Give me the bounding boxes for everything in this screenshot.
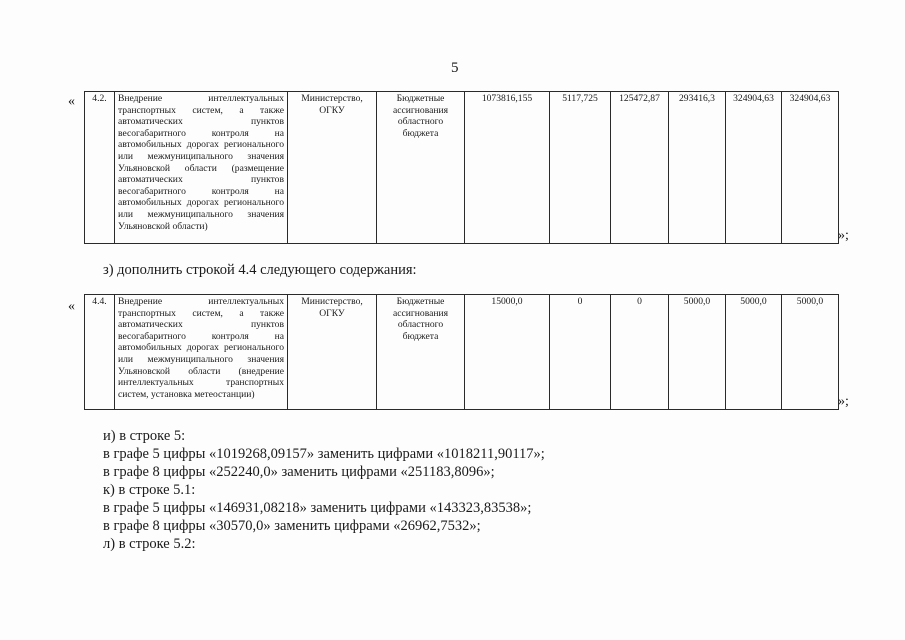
value-total: 15000,0: [465, 295, 550, 410]
row-number: 4.2.: [85, 92, 115, 244]
value-total: 1073816,155: [465, 92, 550, 244]
page-number: 5: [451, 60, 459, 76]
measure-name: Внедрение интеллектуальных транспортных систем, а также автоматических пунктов весогабаритного контроля на автомобильных дорогах регионального или межмуниципального значения Ульяновской области (размещение автоматических пунктов весогабаритного контроля на автомобильных дорогах регионального или межмуниципального значения Ульяновской области): [115, 92, 288, 244]
value-col-6: 0: [550, 295, 611, 410]
value-col-7: 125472,87: [611, 92, 669, 244]
opening-quote: «: [68, 299, 75, 314]
value-col-10: 324904,63: [782, 92, 839, 244]
value-col-9: 324904,63: [726, 92, 782, 244]
instruction-line: л) в строке 5.2:: [103, 536, 196, 552]
value-col-8: 293416,3: [669, 92, 726, 244]
value-col-9: 5000,0: [726, 295, 782, 410]
funding-source: Бюджетные ассигнования областного бюджета: [377, 92, 465, 244]
closing-quote: »;: [838, 228, 849, 243]
executor: Министерство, ОГКУ: [288, 295, 377, 410]
instruction-line: в графе 5 цифры «146931,08218» заменить цифрами «143323,83538»;: [103, 500, 532, 516]
measure-name: Внедрение интеллектуальных транспортных систем, а также автоматических пунктов весогабаритного контроля на автомобильных дорогах регионального или межмуниципального значения Ульяновской области (внедрение интеллектуальных транспортных систем, установка метеостанции): [115, 295, 288, 410]
value-col-7: 0: [611, 295, 669, 410]
value-col-10: 5000,0: [782, 295, 839, 410]
table-row-4-4: [84, 294, 839, 410]
opening-quote: «: [68, 94, 75, 109]
section-heading-z: з) дополнить строкой 4.4 следующего содержания:: [103, 262, 417, 278]
instruction-line: в графе 5 цифры «1019268,09157» заменить цифрами «1018211,90117»;: [103, 446, 545, 462]
value-col-6: 5117,725: [550, 92, 611, 244]
executor: Министерство, ОГКУ: [288, 92, 377, 244]
row-number: 4.4.: [85, 295, 115, 410]
closing-quote: »;: [838, 394, 849, 409]
instruction-line: в графе 8 цифры «252240,0» заменить цифрами «251183,8096»;: [103, 464, 495, 480]
instruction-line: и) в строке 5:: [103, 428, 186, 444]
instruction-line: к) в строке 5.1:: [103, 482, 196, 498]
funding-source: Бюджетные ассигнования областного бюджета: [377, 295, 465, 410]
instruction-line: в графе 8 цифры «30570,0» заменить цифрами «26962,7532»;: [103, 518, 481, 534]
value-col-8: 5000,0: [669, 295, 726, 410]
table-row-4-2: [84, 91, 839, 244]
